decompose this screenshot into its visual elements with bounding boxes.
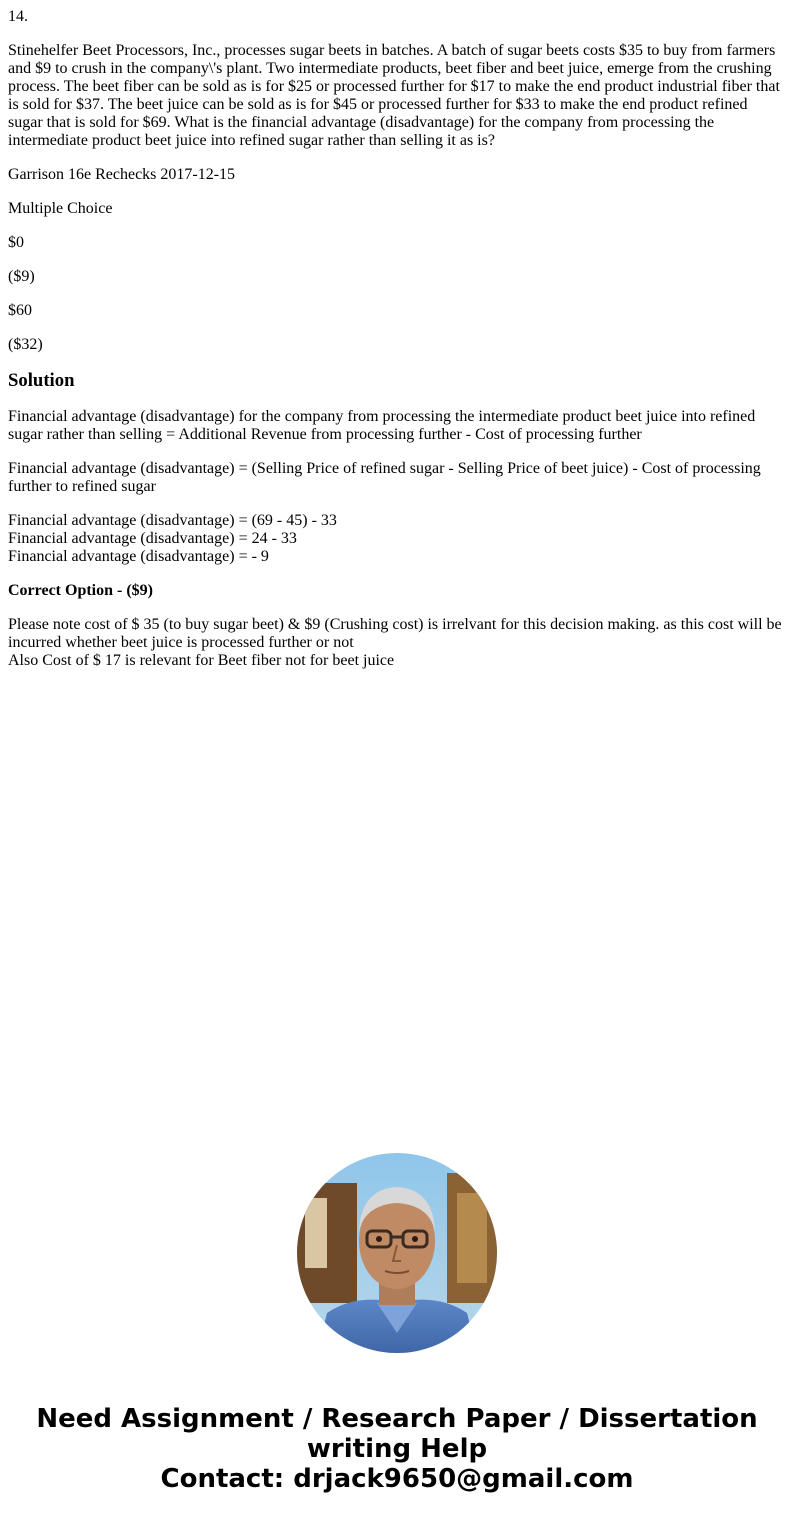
calc-line: Financial advantage (disadvantage) = 24 - 33 (8, 530, 297, 547)
option-a: $0 (8, 234, 24, 251)
promo-banner (0, 1404, 794, 1494)
question-format: Multiple Choice (8, 200, 113, 217)
option-c: $60 (8, 302, 32, 319)
note-line: Please note cost of $ 35 (to buy sugar beet) & $9 (Crushing cost) is irrelvant for this decision making. as this cost will be incurred whether beet juice is processed further or not (8, 616, 782, 651)
promo-line: Need Assignment / Research Paper / Dissertation (36, 1404, 758, 1434)
author-avatar (297, 1153, 497, 1353)
option-d: ($32) (8, 336, 43, 353)
solution-calculation (8, 512, 786, 566)
solution-paragraph-1: Financial advantage (disadvantage) for the company from processing the intermediate product beet juice into refined sugar rather than selling = Additional Revenue from processing further - Cost of processing further (8, 408, 756, 443)
question-source: Garrison 16e Rechecks 2017-12-15 (8, 166, 236, 183)
correct-answer-text: Correct Option - ($9) (8, 582, 153, 599)
solution-notes (8, 616, 786, 670)
solution-heading: Solution (8, 370, 75, 391)
solution-paragraph-2: Financial advantage (disadvantage) = (Selling Price of refined sugar - Selling Price of beet juice) - Cost of processing further to refined sugar (8, 460, 761, 495)
calc-line: Financial advantage (disadvantage) = (69 - 45) - 33 (8, 512, 337, 529)
correct-answer (8, 582, 786, 600)
note-line: Also Cost of $ 17 is relevant for Beet fiber not for beet juice (8, 652, 395, 669)
document-content (8, 8, 786, 686)
question-number: 14. (8, 8, 28, 25)
calc-line: Financial advantage (disadvantage) = - 9 (8, 548, 269, 565)
promo-line: writing Help (306, 1434, 488, 1464)
promo-contact: Contact: drjack9650@gmail.com (160, 1464, 634, 1494)
option-b: ($9) (8, 268, 35, 285)
question-text: Stinehelfer Beet Processors, Inc., processes sugar beets in batches. A batch of sugar beets costs $35 to buy from farmers and $9 to crush in the company\'s plant. Two intermediate products, beet fiber and beet juice, emerge from the crushing process. The beet fiber can be sold as is for $25 or processed further for $17 to make the end product industrial fiber that is sold for $37. The beet juice can be sold as is for $45 or processed further for $33 to make the end product refined sugar that is sold for $69. What is the financial advantage (disadvantage) for the company from processing the intermediate product beet juice into refined sugar rather than selling it as is? (8, 42, 780, 149)
